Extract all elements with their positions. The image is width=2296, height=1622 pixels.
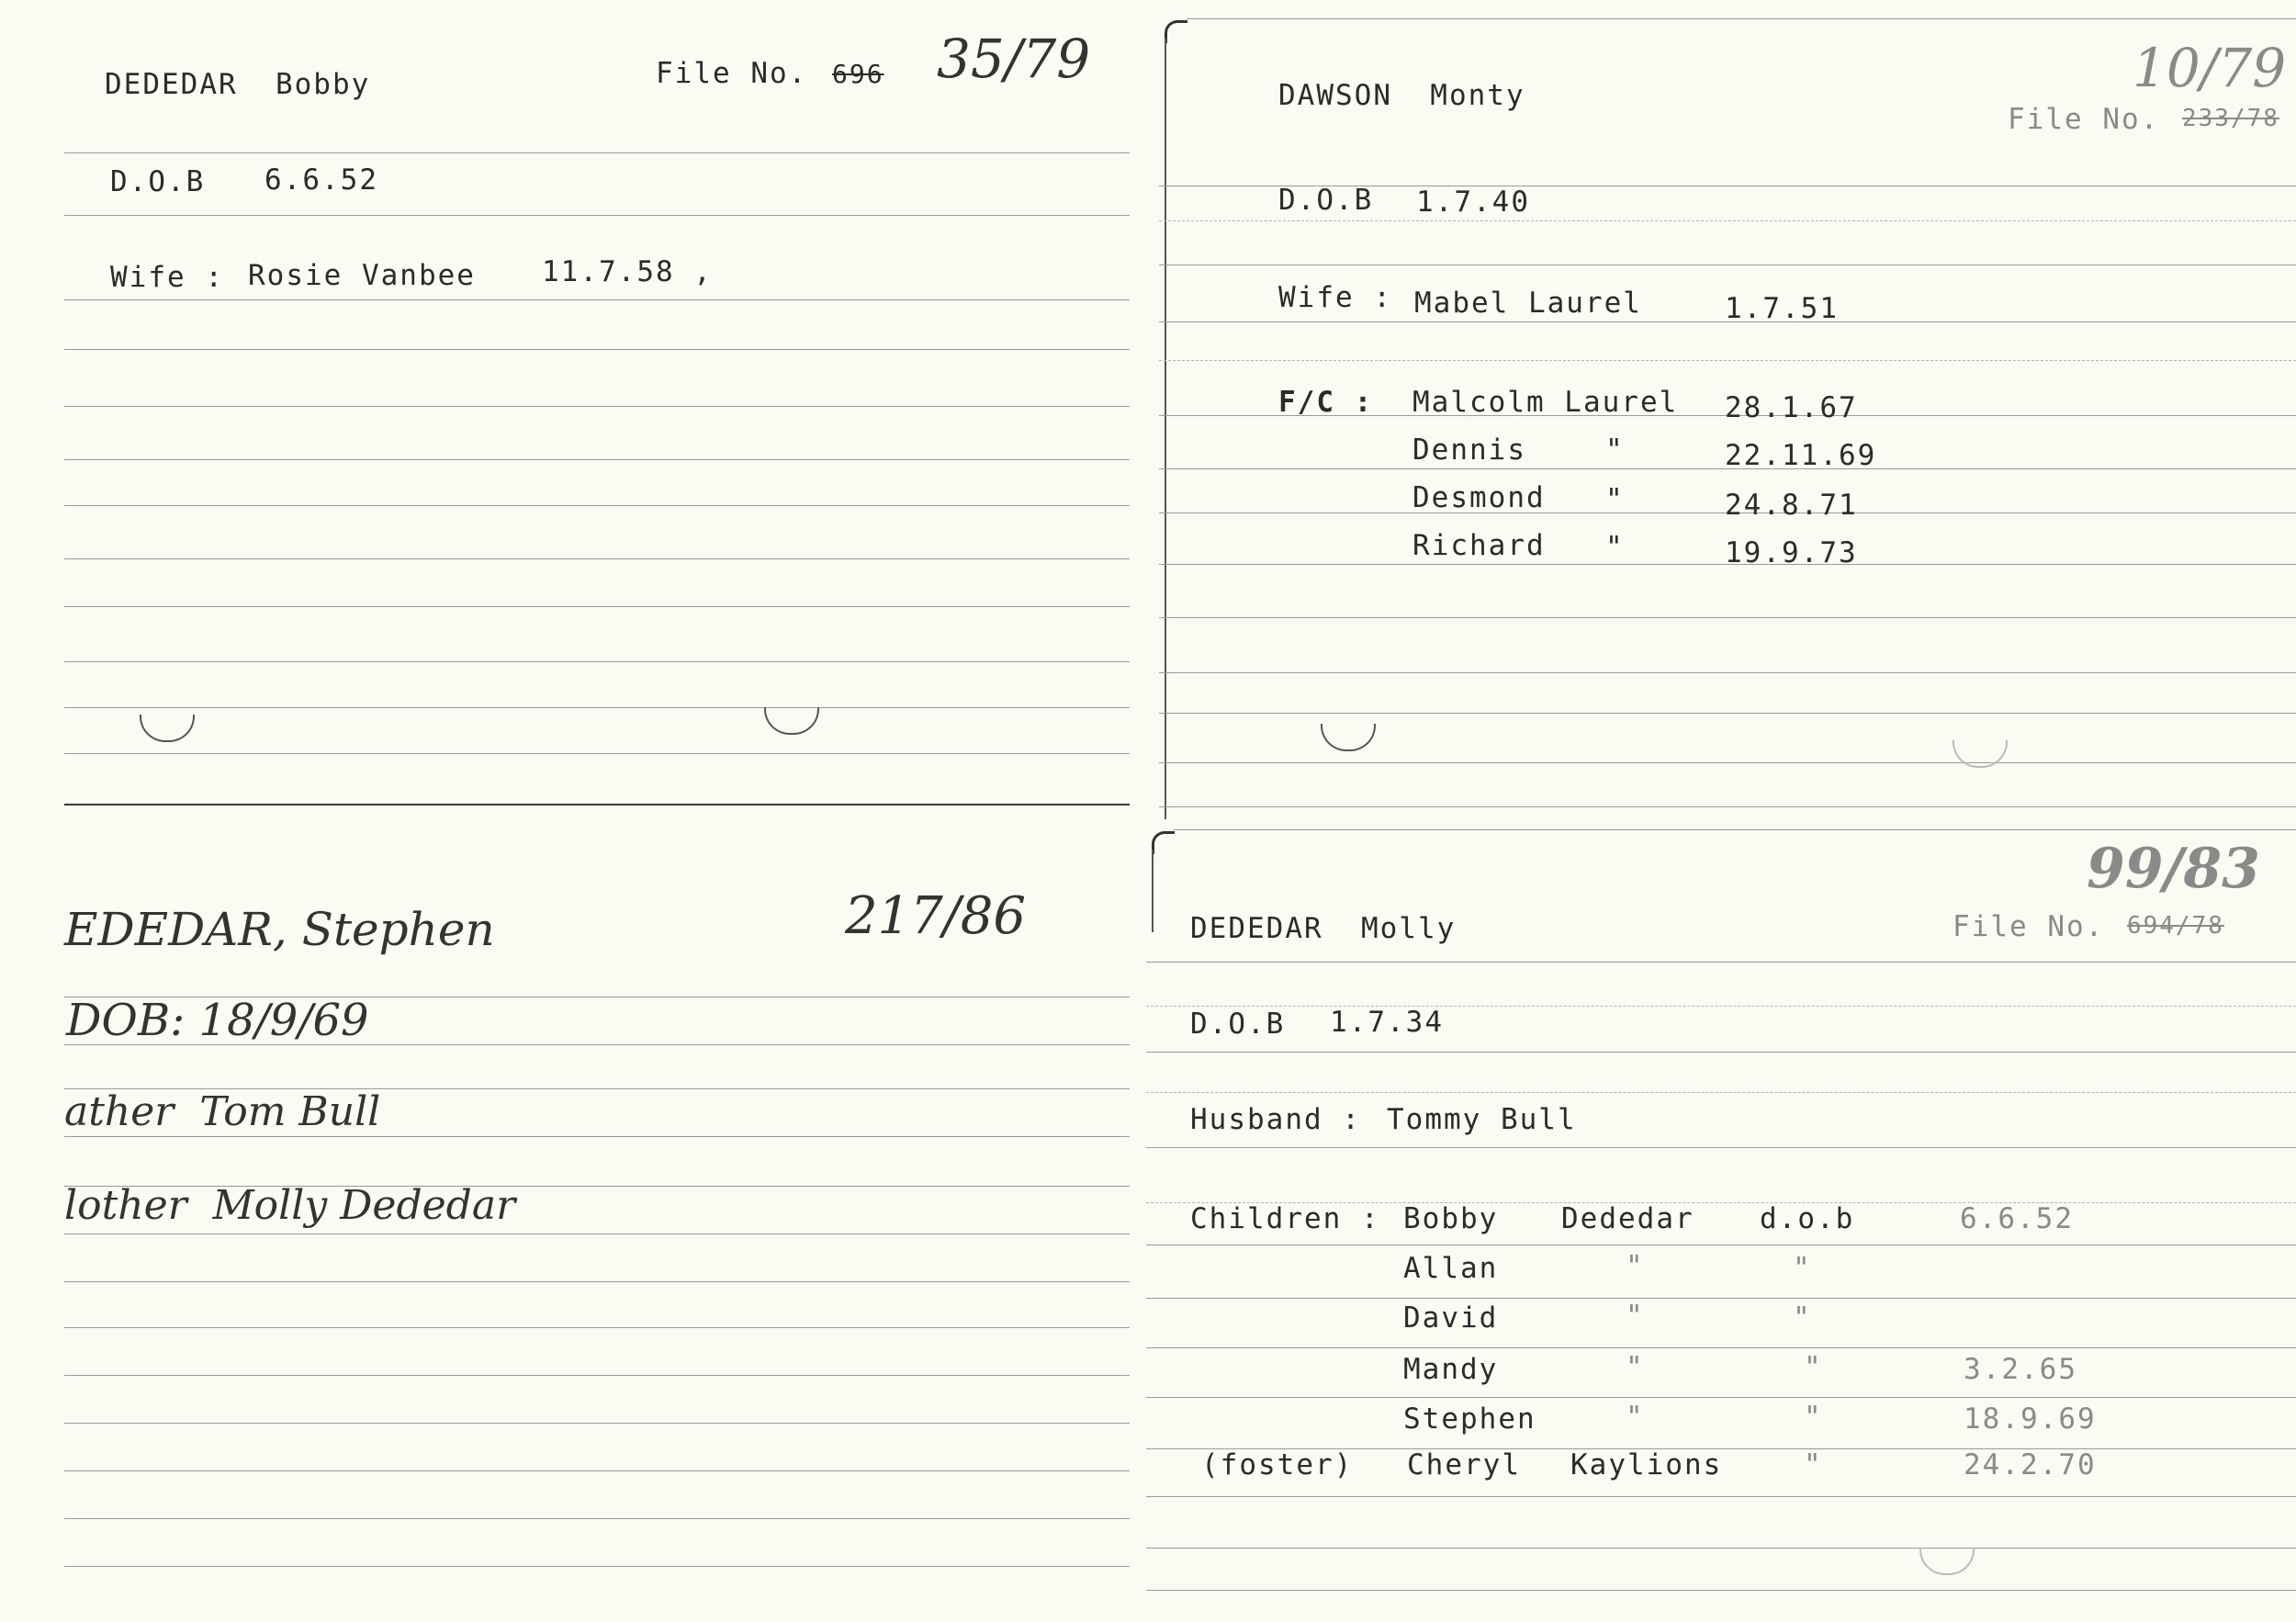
child-dob-col: d.o.b [1760,1202,1855,1235]
child-name: Richard [1412,529,1546,562]
rule [1159,672,2296,673]
card-name: DEDEDAR Bobby [105,68,371,101]
ditto-mark: " [1793,1252,1812,1285]
ditto-mark: " [1605,531,1625,564]
rule [1146,1092,2296,1093]
rule [1174,829,2296,830]
wife-label: Wife : [110,261,224,294]
card-bobby-dededar [64,28,1130,804]
rule [1187,18,2296,19]
child-date: 3.2.65 [1964,1353,2077,1386]
rule [1159,762,2296,763]
wife-date: 11.7.58 , [542,255,713,288]
dob: DOB: 18/9/69 [66,995,369,1046]
ditto-mark: " [1804,1351,1823,1384]
child-first: David [1403,1301,1499,1335]
rule [1159,713,2296,714]
child-date: 24.2.70 [1964,1448,2097,1481]
child-date: 6.6.52 [1960,1202,2074,1235]
ditto-mark: " [1804,1401,1823,1434]
child-last: Kaylions [1570,1448,1723,1481]
rule [64,1518,1130,1519]
ditto-mark: " [1626,1401,1645,1434]
card-corner [1152,831,1175,854]
rule [64,1233,1130,1234]
child-date: 28.1.67 [1725,391,1858,424]
wife-date: 1.7.51 [1725,292,1839,325]
dob-label: D.O.B [110,165,206,198]
mother: lother Molly Dededar [64,1182,516,1229]
ditto-mark: " [1804,1448,1823,1481]
file-no-new: 35/79 [937,28,1091,90]
file-no-label: File No. [1953,910,2105,943]
dob-label: D.O.B [1190,1008,1286,1041]
file-no-new: 99/83 [2087,837,2260,901]
card-stephen-dededar [64,868,1130,1603]
ditto-mark: " [1605,434,1625,467]
rule [1146,962,2296,963]
rule [64,505,1130,506]
rule [1146,1548,2296,1549]
child-first: Allan [1403,1252,1499,1285]
file-no-old: 696 [832,59,884,89]
rule [64,349,1130,350]
punch-hole [1321,724,1376,751]
rule [64,1136,1130,1137]
dob-label: D.O.B [1278,184,1374,217]
husband-name: Tommy Bull [1387,1103,1577,1136]
file-no-new: 10/79 [2133,37,2287,99]
card-molly-dededar [1146,831,2296,1595]
card-monty-dawson [1159,20,2296,810]
card-name: DAWSON Monty [1278,79,1525,112]
dob-value: 6.6.52 [264,163,378,197]
card-left-edge [1165,39,1166,819]
child-date: 24.8.71 [1725,489,1858,522]
rule [1146,1147,2296,1148]
rule [64,1327,1130,1328]
child-prefix: (foster) [1201,1448,1354,1481]
rule [1146,1347,2296,1348]
wife-name: Rosie Vanbee [248,259,476,292]
child-first: Bobby [1403,1202,1499,1235]
rule [1146,1298,2296,1299]
child-date: 18.9.69 [1964,1402,2097,1436]
child-name: Malcolm Laurel [1412,386,1679,419]
punch-hole [1919,1548,1975,1575]
child-last: Dededar [1561,1202,1694,1235]
dob-value: 1.7.34 [1330,1006,1444,1039]
file-no: 217/86 [845,886,1027,946]
ditto-mark: " [1626,1250,1645,1283]
rule [64,661,1130,662]
punch-hole [1953,740,2008,768]
child-date: 19.9.73 [1725,536,1858,569]
rule [1146,1590,2296,1591]
file-no-old: 233/78 [2182,105,2279,132]
child-name: Desmond [1412,481,1546,514]
rule [64,299,1130,300]
wife-name: Mabel Laurel [1414,287,1642,320]
rule [1159,617,2296,618]
child-first: Stephen [1403,1402,1536,1436]
rule [1146,1496,2296,1497]
card-name: EDEDAR, Stephen [64,903,495,956]
file-no-label: File No. [2008,103,2160,136]
children-label: Children : [1190,1202,1380,1235]
child-name: Dennis [1412,434,1526,467]
rule [1146,1006,2296,1007]
husband-label: Husband : [1190,1103,1361,1136]
rule [1159,360,2296,361]
card-corner [1165,20,1187,43]
rule [64,1423,1130,1424]
card-name: DEDEDAR Molly [1190,912,1457,945]
rule [64,459,1130,460]
dob-value: 1.7.40 [1416,186,1530,219]
rule [1159,220,2296,221]
card-bottom-edge [64,804,1130,805]
rule [64,1566,1130,1567]
card-left-edge [1152,850,1154,932]
rule [64,1375,1130,1376]
ditto-mark: " [1605,483,1625,516]
rule [64,406,1130,407]
file-no-old: 694/78 [2127,912,2224,940]
rule [1159,806,2296,807]
rule [64,606,1130,607]
ditto-mark: " [1626,1300,1645,1333]
wife-label: Wife : [1278,281,1392,314]
file-no-label: File No. [656,57,808,90]
rule [1146,1397,2296,1398]
rule [1146,1052,2296,1053]
punch-hole [140,715,195,742]
rule [64,152,1130,153]
rule [64,1281,1130,1282]
father: ather Tom Bull [64,1088,381,1135]
rule [64,707,1130,708]
ditto-mark: " [1793,1301,1812,1335]
punch-hole [764,707,819,735]
ditto-mark: " [1626,1351,1645,1384]
rule [64,215,1130,216]
child-date: 22.11.69 [1725,439,1877,472]
fc-label: F/C : [1278,386,1374,419]
rule [64,1470,1130,1471]
rule [64,558,1130,559]
rule [64,753,1130,754]
child-first: Mandy [1403,1353,1499,1386]
child-first: Cheryl [1407,1448,1521,1481]
